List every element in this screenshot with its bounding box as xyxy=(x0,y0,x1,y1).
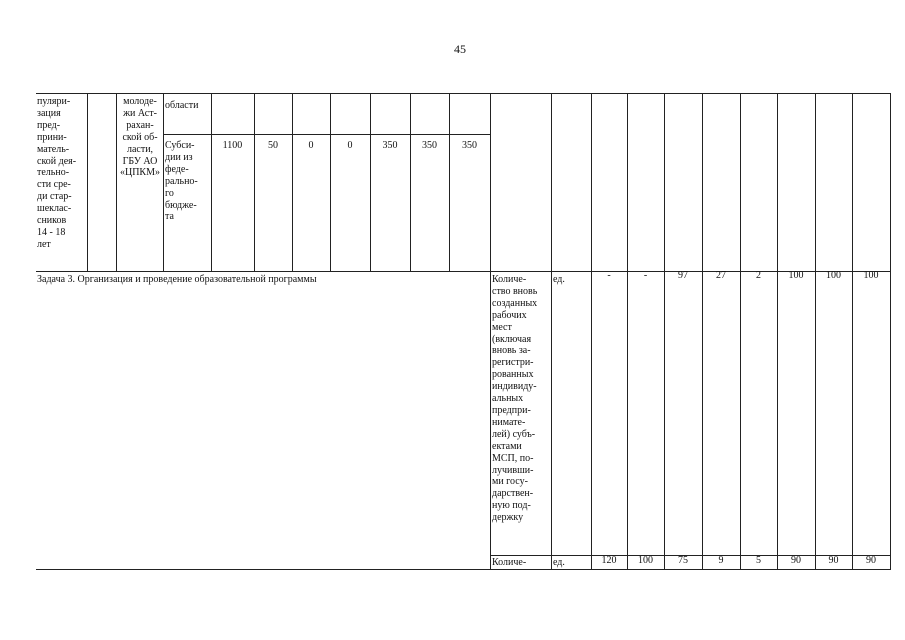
col-divider xyxy=(551,93,552,569)
indicator2-name: Количе- xyxy=(492,557,527,568)
col-divider xyxy=(292,93,293,271)
col-divider xyxy=(852,93,853,569)
col-divider xyxy=(254,93,255,271)
table-top-border xyxy=(36,93,891,94)
col-divider xyxy=(87,93,88,271)
indicator2-value: 90 xyxy=(866,555,876,566)
indicator2-value: 120 xyxy=(601,555,617,566)
table-bottom-border xyxy=(36,569,891,570)
value-cell: 0 xyxy=(347,140,353,151)
col-divider xyxy=(777,93,778,569)
task3-title: Задача 3. Организация и проведение образовательной программы xyxy=(37,274,317,285)
funding-source-region: области xyxy=(165,100,199,111)
value-cell: 50 xyxy=(268,140,278,151)
indicator1-name: Количе- ство вновь созданных рабочих мест (включая вновь за- регистри- рованных индивиду- альных предпри- нимате- лей) субъ- ектами МСП, по- лучивши- ми госу- дарствен- ную под- держку xyxy=(492,274,538,524)
col-divider xyxy=(664,93,665,569)
col-divider xyxy=(627,93,628,569)
value-cell: 350 xyxy=(382,140,398,151)
indicator1-value: 100 xyxy=(826,270,841,281)
indicator1-value: 100 xyxy=(788,270,804,281)
col-divider xyxy=(410,93,411,271)
indicator1-value: 27 xyxy=(716,270,726,281)
col-divider xyxy=(815,93,816,569)
indicator1-value: 100 xyxy=(863,270,879,281)
col-divider xyxy=(449,93,450,271)
indicator1-value: - xyxy=(643,270,648,281)
page-number: 45 xyxy=(454,42,466,56)
indicator1-value: 97 xyxy=(678,270,688,281)
indicator2-value: 75 xyxy=(678,555,688,566)
col-divider xyxy=(591,93,592,569)
indicator1-unit: ед. xyxy=(553,274,565,285)
indicator2-value: 9 xyxy=(718,555,724,566)
col-divider xyxy=(702,93,703,569)
col-divider xyxy=(490,93,491,569)
value-cell: 0 xyxy=(308,140,314,151)
indicator1-value: - xyxy=(607,270,611,281)
indicator2-value: 90 xyxy=(828,555,839,566)
col-divider xyxy=(330,93,331,271)
indicator2-value: 5 xyxy=(756,555,761,566)
value-cell: 350 xyxy=(462,140,477,151)
indicator2-value: 100 xyxy=(638,555,653,566)
executor-cell: молоде- жи Аст- рахан- ской об- ласти, ГБУ АО «ЦПКМ» xyxy=(119,96,160,179)
col-divider xyxy=(740,93,741,569)
indicator2-unit: ед. xyxy=(553,557,565,568)
value-cell: 1100 xyxy=(222,140,243,151)
col-divider xyxy=(370,93,371,271)
indicator1-value: 2 xyxy=(756,270,761,281)
inner-row-divider xyxy=(163,134,490,135)
event-name-cell: пуляри- зация пред- прини- матель- ской дея- тельно- сти сре- ди стар- шеклас- сников 14 - 18 лет xyxy=(37,96,77,250)
indicator2-value: 90 xyxy=(791,555,801,566)
funding-source-federal: Субси- дии из феде- рально- го бюдже- та xyxy=(165,140,198,223)
value-cell: 350 xyxy=(422,140,437,151)
col-divider xyxy=(890,93,891,569)
col-divider xyxy=(211,93,212,271)
